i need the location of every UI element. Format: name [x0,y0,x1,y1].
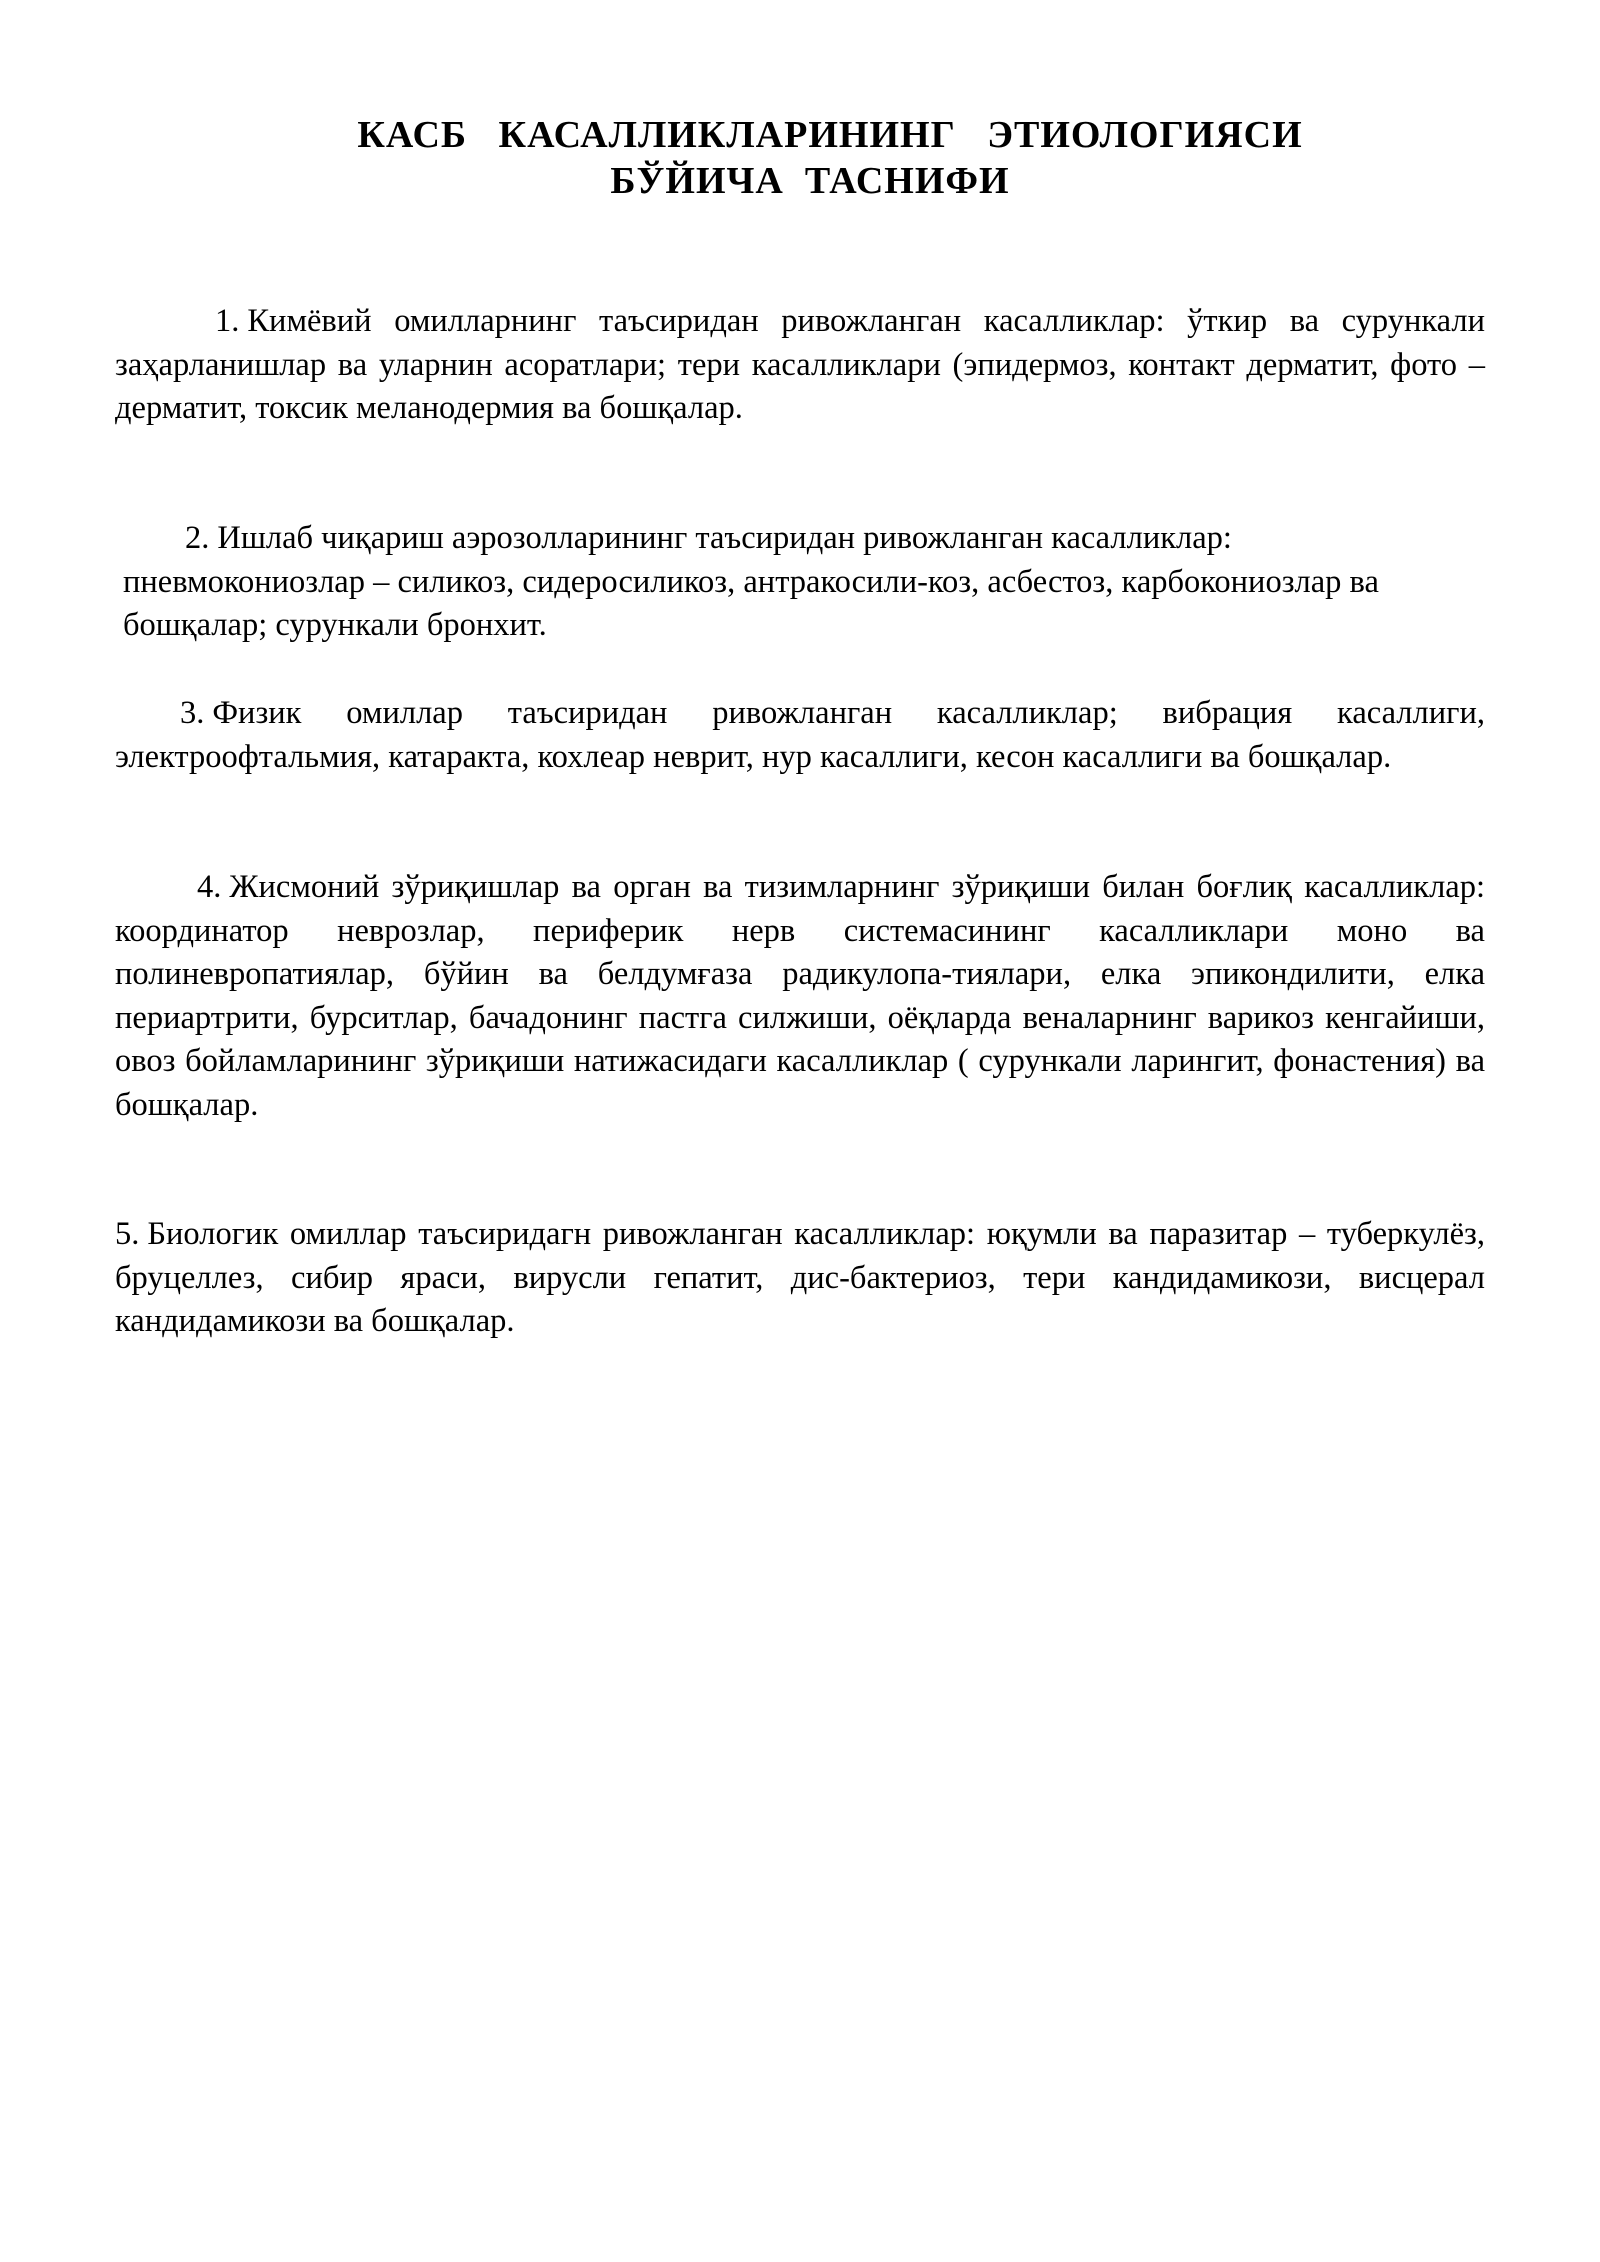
paragraph-text: Кимёвий омилларнинг таъсиридан ривожланган касалликлар: ўткир ва сурункали заҳарланишлар ва уларнин асоратлари; тери касалликлари (эпидермоз, контакт дерматит, фото – дерматит, токсик меланодермия ва бошқалар. [115,303,1485,426]
paragraph-number: 5. [115,1216,140,1252]
paragraph-number: 3. [180,695,205,731]
paragraph-text: Биологик омиллар таъсиридагн ривожланган касалликлар: юқумли ва паразитар – туберкулёз, бруцеллез, сибир яраси, вирусли гепатит, дис-бактериоз, тери кандидамикози, висцерал кандидамикози ва бошқалар. [115,1216,1485,1339]
paragraph-1 [115,300,1485,431]
paragraph-5 [115,1213,1485,1344]
paragraph-text: Физик омиллар таъсиридан ривожланган касалликлар; вибрация касаллиги, электроофтальмия, катаракта, кохлеар неврит, нур касаллиги, кесон касаллиги ва бошқалар. [115,695,1485,775]
paragraph-number: 1. [215,303,240,339]
paragraph-text: Жисмоний зўриқишлар ва орган ва тизимларнинг зўриқиши билан боғлиқ касалликлар: координатор неврозлар, периферик нерв системасининг касалликлари моно ва полиневропатиялар, бўйин ва белдумғаза радикулопа-тиялари, елка эпикондилити, елка периартрити, бурситлар, бачадонинг пастга силжиши, оёқларда веналарнинг варикоз кенгайиши, овоз бойламларининг зўриқиши натижасидаги касалликлар ( сурункали ларингит, фонастения) ва бошқалар. [115,869,1485,1123]
paragraph-3 [115,692,1485,779]
paragraph-text: Ишлаб чиқариш аэрозолларининг таъсиридан ривожланган касалликлар: пневмокониозлар – силикоз, сидеросиликоз, антракосили-коз, асбестоз, карбокониозлар ва бошқалар; сурункали бронхит. [123,520,1379,643]
paragraph-number: 4. [197,869,222,905]
paragraph-4 [115,866,1485,1127]
paragraph-number: 2. [185,520,210,556]
document-title [0,112,1600,204]
title-line-1: КАСБ КАСАЛЛИКЛАРИНИНГ ЭТИОЛОГИЯСИ [357,114,1303,156]
title-line-2: БЎЙИЧА ТАСНИФИ [610,160,1010,202]
paragraph-2 [123,517,1403,648]
